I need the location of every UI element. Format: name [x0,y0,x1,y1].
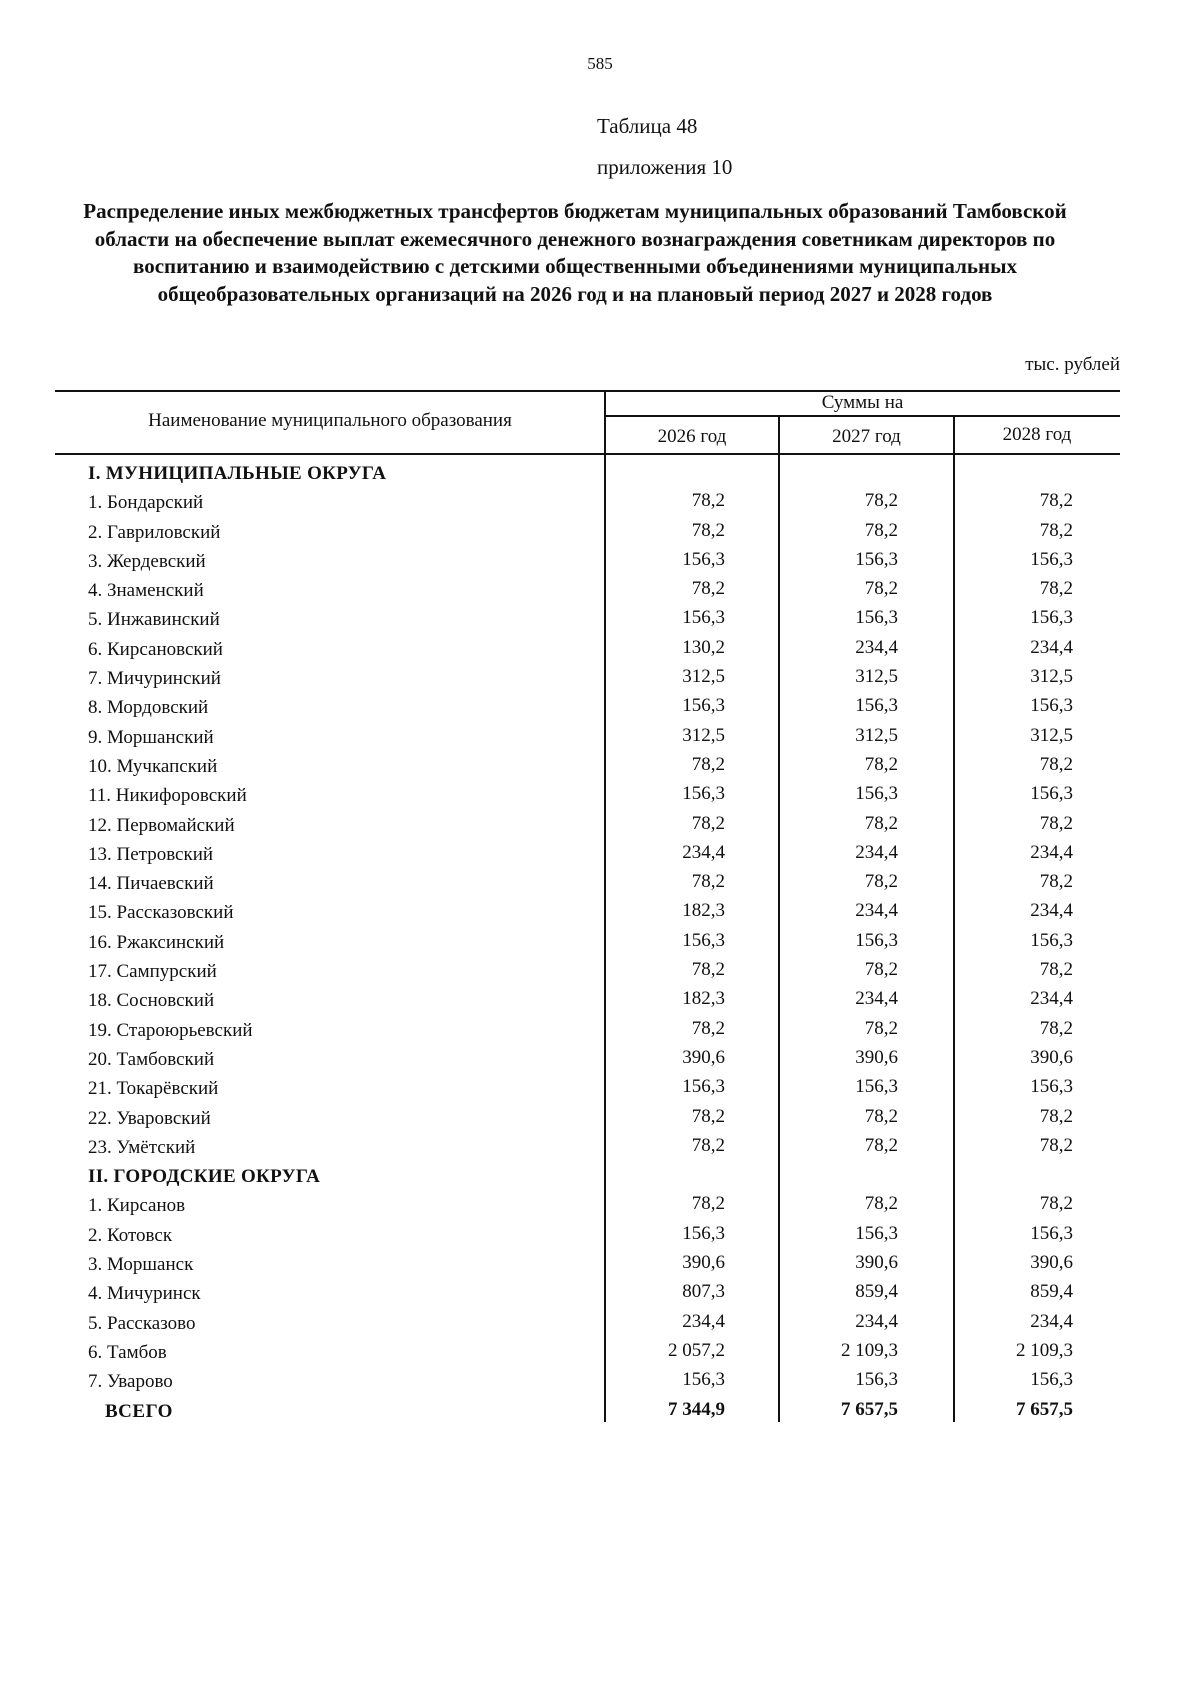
value-2026: 156,3 [682,607,725,629]
row-name: 2. Гавриловский [88,521,221,543]
row-name: 22. Уваровский [88,1107,211,1129]
value-2028: 156,3 [1030,929,1073,951]
value-2028: 156,3 [1030,1076,1073,1098]
value-2028: 156,3 [1030,1222,1073,1244]
row-name: 11. Никифоровский [88,785,247,807]
value-2027: 312,5 [855,724,898,746]
value-2028: 312,5 [1030,724,1073,746]
table-row [55,1076,1120,1105]
row-name: 1. Кирсанов [88,1195,186,1217]
table-row [55,1193,1120,1222]
row-name: 18. Сосновский [88,990,215,1012]
table-body [55,461,1120,1428]
table-row [55,1047,1120,1076]
row-name: 1. Бондарский [88,492,204,514]
value-2028: 78,2 [1039,1134,1073,1156]
table-row [55,959,1120,988]
value-2027: 78,2 [864,578,898,600]
value-2026: 182,3 [682,900,725,922]
value-2027: 234,4 [855,988,898,1010]
value-2026: 156,3 [682,548,725,570]
header-name-column: Наименование муниципального образования [148,410,512,431]
transfers-table [55,388,1120,1422]
value-2027: 859,4 [855,1281,898,1303]
value-2027: 78,2 [864,812,898,834]
value-2027: 156,3 [855,783,898,805]
value-2027: 156,3 [855,1076,898,1098]
value-2026: 78,2 [691,1134,725,1156]
value-2028: 78,2 [1039,490,1073,512]
value-2026: 182,3 [682,988,725,1010]
value-2028: 78,2 [1039,753,1073,775]
value-2027: 156,3 [855,929,898,951]
value-2026: 156,3 [682,695,725,717]
row-name: 16. Ржаксинский [88,931,225,953]
value-2027: 78,2 [864,490,898,512]
row-name: 7. Мичуринский [88,668,221,690]
row-name: 23. Умётский [88,1136,196,1158]
value-2028: 78,2 [1039,1105,1073,1127]
row-name: 3. Моршанск [88,1254,194,1276]
value-2026: 390,6 [682,1252,725,1274]
value-2026: 78,2 [691,1193,725,1215]
value-2027: 78,2 [864,1017,898,1039]
value-2027: 78,2 [864,753,898,775]
value-2028: 156,3 [1030,548,1073,570]
value-2027: 234,4 [855,636,898,658]
header-year-2028: 2028 год [1002,424,1072,445]
value-2027: 2 109,3 [841,1339,898,1361]
value-2028: 234,4 [1030,636,1073,658]
row-name: 15. Рассказовский [88,902,234,924]
page-number: 585 [587,54,613,73]
value-2028: 78,2 [1039,871,1073,893]
table-row [55,783,1120,812]
value-2026: 78,2 [691,959,725,981]
value-2027: 156,3 [855,695,898,717]
row-name: 4. Знаменский [88,580,204,602]
total-2026: 7 344,9 [668,1398,725,1420]
document-title: Распределение иных межбюджетных трансфертов бюджетам муниципальных образований Тамбовской области на обеспечение выплат ежемесячного денежного вознаграждения советникам директоров по воспитанию и взаимодействию с детскими общественными объединениями муниципальных общеобразовательных организаций на 2026 год и на плановый период 2027 и 2028 годов [83,199,1067,306]
value-2026: 234,4 [682,841,725,863]
value-2026: 390,6 [682,1046,725,1068]
value-2028: 234,4 [1030,1310,1073,1332]
value-2028: 78,2 [1039,812,1073,834]
value-2026: 312,5 [682,666,725,688]
value-2028: 156,3 [1030,1369,1073,1391]
row-name: II. ГОРОДСКИЕ ОКРУГА [88,1166,321,1188]
value-2026: 156,3 [682,783,725,805]
row-name: ВСЕГО [105,1400,173,1422]
table-row [55,1135,1120,1164]
value-2026: 78,2 [691,1105,725,1127]
value-2028: 78,2 [1039,1017,1073,1039]
value-2027: 156,3 [855,607,898,629]
row-name: 9. Моршанский [88,726,214,748]
table-row [55,1223,1120,1252]
table-row [55,900,1120,929]
value-2026: 78,2 [691,519,725,541]
row-name: 8. Мордовский [88,697,209,719]
table-row [55,930,1120,959]
row-name: 17. Сампурский [88,961,217,983]
table-row [55,1106,1120,1135]
value-2026: 2 057,2 [668,1339,725,1361]
table-row [55,1281,1120,1310]
table-label: Таблица 48 [597,114,698,138]
value-2028: 78,2 [1039,1193,1073,1215]
value-2027: 234,4 [855,1310,898,1332]
value-2027: 390,6 [855,1046,898,1068]
total-2027: 7 657,5 [841,1398,898,1420]
value-2028: 390,6 [1030,1046,1073,1068]
header-year-2026: 2026 год [657,426,727,447]
table-row [55,813,1120,842]
value-2027: 234,4 [855,841,898,863]
value-2027: 156,3 [855,1222,898,1244]
value-2026: 78,2 [691,812,725,834]
table-row [55,871,1120,900]
value-2027: 156,3 [855,548,898,570]
value-2026: 78,2 [691,753,725,775]
table-row [55,578,1120,607]
table-row [55,461,1120,490]
table-row [55,666,1120,695]
value-2026: 807,3 [682,1281,725,1303]
value-2027: 78,2 [864,519,898,541]
value-2026: 130,2 [682,636,725,658]
value-2027: 78,2 [864,1134,898,1156]
value-2028: 78,2 [1039,959,1073,981]
table-row [55,842,1120,871]
row-name: 10. Мучкапский [88,755,218,777]
value-2026: 78,2 [691,871,725,893]
table-row [55,1164,1120,1193]
value-2028: 390,6 [1030,1252,1073,1274]
row-name: 14. Пичаевский [88,873,214,895]
value-2027: 78,2 [864,1193,898,1215]
value-2026: 156,3 [682,1076,725,1098]
header-sums-on: Суммы на [821,392,904,413]
table-row [55,1340,1120,1369]
table-row [55,754,1120,783]
value-2026: 312,5 [682,724,725,746]
header-year-2027: 2027 год [832,426,901,447]
value-2028: 234,4 [1030,841,1073,863]
row-name: 20. Тамбовский [88,1048,215,1070]
value-2027: 78,2 [864,1105,898,1127]
value-2026: 156,3 [682,929,725,951]
row-name: 13. Петровский [88,843,214,865]
value-2026: 156,3 [682,1222,725,1244]
table-row [55,637,1120,666]
value-2026: 78,2 [691,490,725,512]
value-2026: 234,4 [682,1310,725,1332]
table-row [55,725,1120,754]
units-label: тыс. рублей [1025,354,1120,375]
table-row [55,695,1120,724]
value-2028: 234,4 [1030,900,1073,922]
value-2027: 156,3 [855,1369,898,1391]
row-name: 4. Мичуринск [88,1283,201,1305]
total-2028: 7 657,5 [1016,1398,1073,1420]
value-2028: 78,2 [1039,519,1073,541]
value-2028: 312,5 [1030,666,1073,688]
row-name: 5. Рассказово [88,1312,196,1334]
row-name: I. МУНИЦИПАЛЬНЫЕ ОКРУГА [88,463,387,484]
value-2028: 234,4 [1030,988,1073,1010]
value-2026: 78,2 [691,578,725,600]
value-2027: 78,2 [864,959,898,981]
row-name: 6. Кирсановский [88,638,223,660]
value-2028: 156,3 [1030,695,1073,717]
value-2026: 156,3 [682,1369,725,1391]
sums-rule [605,415,1120,417]
appendix-label: приложения 10 [597,155,733,179]
total-row [55,1399,1120,1428]
row-name: 6. Тамбов [88,1341,167,1363]
table-row [55,1311,1120,1340]
value-2027: 390,6 [855,1252,898,1274]
table-row [55,607,1120,636]
value-2027: 312,5 [855,666,898,688]
table-row [55,520,1120,549]
row-name: 3. Жердевский [88,550,206,572]
table-row [55,1252,1120,1281]
row-name: 12. Первомайский [88,814,235,836]
table-row [55,988,1120,1017]
value-2027: 234,4 [855,900,898,922]
row-name: 19. Староюрьевский [88,1019,253,1041]
header-bottom-rule [55,453,1120,455]
table-row [55,490,1120,519]
value-2027: 78,2 [864,871,898,893]
table-row [55,1369,1120,1398]
row-name: 5. Инжавинский [88,609,220,631]
table-row [55,549,1120,578]
value-2028: 2 109,3 [1016,1339,1073,1361]
value-2026: 78,2 [691,1017,725,1039]
value-2028: 859,4 [1030,1281,1073,1303]
value-2028: 156,3 [1030,607,1073,629]
row-name: 2. Котовск [88,1224,173,1246]
row-name: 7. Уварово [88,1371,173,1393]
value-2028: 78,2 [1039,578,1073,600]
row-name: 21. Токарёвский [88,1078,219,1100]
table-row [55,1018,1120,1047]
value-2028: 156,3 [1030,783,1073,805]
